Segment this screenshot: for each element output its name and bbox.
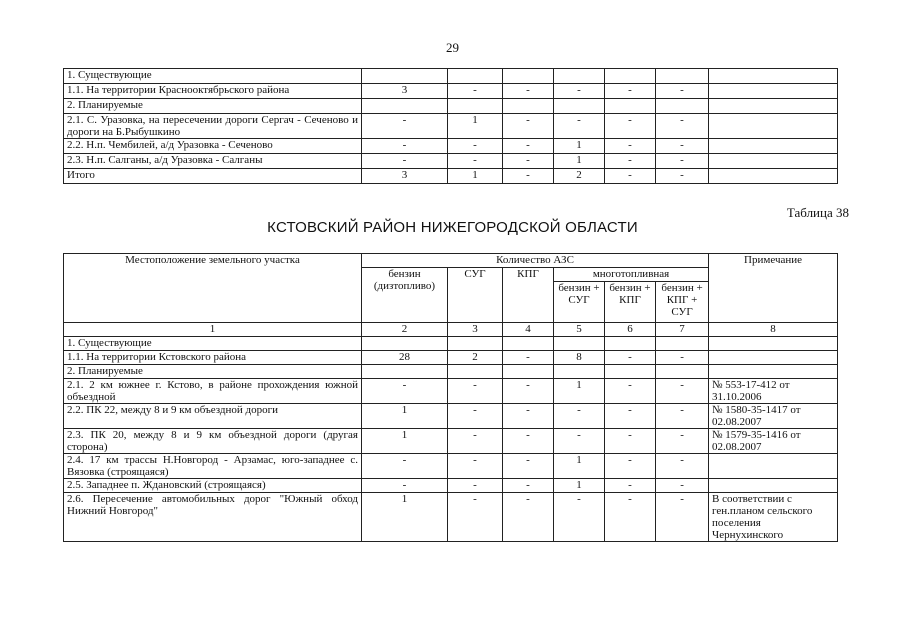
station-count-cell: -: [362, 154, 448, 169]
station-count-cell: [362, 365, 448, 379]
row-label: 2.3. Н.п. Салганы, а/д Уразовка - Салганы: [64, 154, 362, 169]
station-count-cell: -: [605, 351, 656, 365]
header-sug: СУГ: [448, 268, 503, 323]
station-count-cell: -: [656, 154, 709, 169]
row-label: 2.3. ПК 20, между 8 и 9 км объездной дороги (другая сторона): [64, 429, 362, 454]
column-number: 7: [656, 323, 709, 337]
table-row: [64, 99, 838, 114]
station-count-cell: [554, 99, 605, 114]
station-count-cell: -: [605, 114, 656, 139]
station-count-cell: [605, 69, 656, 84]
row-label: 1. Существующие: [64, 69, 362, 84]
station-count-cell: [656, 69, 709, 84]
station-count-cell: -: [448, 479, 503, 493]
table-label: Таблица 38: [786, 205, 849, 220]
station-count-cell: -: [448, 379, 503, 404]
station-count-cell: [656, 99, 709, 114]
station-count-cell: -: [656, 454, 709, 479]
table-row: [64, 379, 838, 404]
station-count-cell: [503, 365, 554, 379]
station-count-cell: [503, 99, 554, 114]
row-label: 2. Планируемые: [64, 99, 362, 114]
table-2: [63, 253, 838, 542]
note-cell: [709, 337, 838, 351]
station-count-cell: -: [656, 479, 709, 493]
table-row: [64, 154, 838, 169]
note-cell: [709, 99, 838, 114]
note-cell: № 1579-35-1416 от 02.08.2007: [709, 429, 838, 454]
column-number: 5: [554, 323, 605, 337]
note-cell: [709, 84, 838, 99]
station-count-cell: 1: [362, 493, 448, 542]
station-count-cell: -: [656, 114, 709, 139]
table-row: [64, 429, 838, 454]
station-count-cell: [503, 69, 554, 84]
station-count-cell: 1: [362, 429, 448, 454]
station-count-cell: -: [656, 84, 709, 99]
station-count-cell: 28: [362, 351, 448, 365]
page-number: 29: [446, 40, 459, 55]
station-count-cell: -: [362, 114, 448, 139]
note-cell: [709, 479, 838, 493]
table-row: [64, 337, 838, 351]
header-kpg: КПГ: [503, 268, 554, 323]
station-count-cell: [605, 337, 656, 351]
section-title: КСТОВСКИЙ РАЙОН НИЖЕГОРОДСКОЙ ОБЛАСТИ: [267, 219, 638, 236]
note-cell: [709, 169, 838, 184]
station-count-cell: -: [448, 493, 503, 542]
station-count-cell: -: [362, 379, 448, 404]
row-label: 2.5. Западнее п. Ждановский (строящаяся): [64, 479, 362, 493]
station-count-cell: [448, 99, 503, 114]
station-count-cell: 1: [554, 479, 605, 493]
station-count-cell: -: [554, 493, 605, 542]
station-count-cell: -: [503, 114, 554, 139]
station-count-cell: [656, 365, 709, 379]
row-label: Итого: [64, 169, 362, 184]
note-cell: В соответствии с ген.планом сельского поселения Чернухинского: [709, 493, 838, 542]
station-count-cell: -: [448, 404, 503, 429]
row-label: 2.2. ПК 22, между 8 и 9 км объездной дороги: [64, 404, 362, 429]
row-label: 2.1. 2 км южнее г. Кстово, в районе прохождения южной объездной: [64, 379, 362, 404]
note-cell: № 553-17-412 от 31.10.2006: [709, 379, 838, 404]
table-row: [64, 479, 838, 493]
header-location: Местоположение земельного участка: [64, 254, 362, 323]
station-count-cell: -: [656, 429, 709, 454]
station-count-cell: [448, 69, 503, 84]
table-row: [64, 139, 838, 154]
station-count-cell: 1: [448, 169, 503, 184]
table-row: [64, 84, 838, 99]
station-count-cell: [362, 99, 448, 114]
station-count-cell: 1: [448, 114, 503, 139]
station-count-cell: [605, 365, 656, 379]
table-row: [64, 114, 838, 139]
station-count-cell: -: [656, 379, 709, 404]
header-count: Количество АЗС: [362, 254, 709, 268]
station-count-cell: 1: [554, 454, 605, 479]
station-count-cell: -: [448, 139, 503, 154]
header-petrol-kpg-sug: бензин + КПГ + СУГ: [656, 282, 709, 323]
station-count-cell: [448, 337, 503, 351]
header-petrol-sug: бензин + СУГ: [554, 282, 605, 323]
station-count-cell: -: [656, 351, 709, 365]
station-count-cell: -: [362, 454, 448, 479]
station-count-cell: -: [362, 479, 448, 493]
table-row: [64, 404, 838, 429]
station-count-cell: -: [656, 169, 709, 184]
station-count-cell: -: [605, 169, 656, 184]
station-count-cell: -: [448, 429, 503, 454]
station-count-cell: -: [503, 493, 554, 542]
station-count-cell: [362, 69, 448, 84]
note-cell: [709, 114, 838, 139]
row-label: 2.1. С. Уразовка, на пересечении дороги Сергач - Сеченово и дороги на Б.Рыбушкино: [64, 114, 362, 139]
station-count-cell: -: [605, 493, 656, 542]
station-count-cell: 1: [554, 139, 605, 154]
station-count-cell: 2: [448, 351, 503, 365]
station-count-cell: -: [503, 479, 554, 493]
station-count-cell: -: [554, 429, 605, 454]
note-cell: [709, 454, 838, 479]
header-petrol-kpg: бензин + КПГ: [605, 282, 656, 323]
note-cell: [709, 154, 838, 169]
station-count-cell: [656, 337, 709, 351]
station-count-cell: -: [503, 169, 554, 184]
station-count-cell: [503, 337, 554, 351]
station-count-cell: -: [605, 154, 656, 169]
column-number: 4: [503, 323, 554, 337]
station-count-cell: -: [656, 404, 709, 429]
station-count-cell: [362, 337, 448, 351]
station-count-cell: -: [503, 454, 554, 479]
station-count-cell: [554, 69, 605, 84]
station-count-cell: -: [503, 154, 554, 169]
note-cell: № 1580-35-1417 от 02.08.2007: [709, 404, 838, 429]
header-petrol: бензин (дизтопливо): [362, 268, 448, 323]
row-label: 1.1. На территории Краснооктябрьского района: [64, 84, 362, 99]
row-label: 1.1. На территории Кстовского района: [64, 351, 362, 365]
row-label: 2. Планируемые: [64, 365, 362, 379]
header-multifuel: многотопливная: [554, 268, 709, 282]
table-row: [64, 493, 838, 542]
station-count-cell: -: [605, 84, 656, 99]
station-count-cell: -: [503, 404, 554, 429]
station-count-cell: -: [605, 139, 656, 154]
station-count-cell: -: [554, 404, 605, 429]
column-number: 1: [64, 323, 362, 337]
note-cell: [709, 351, 838, 365]
station-count-cell: -: [605, 404, 656, 429]
station-count-cell: 3: [362, 84, 448, 99]
table-row: [64, 351, 838, 365]
row-label: 2.2. Н.п. Чембилей, а/д Уразовка - Сеченово: [64, 139, 362, 154]
row-label: 1. Существующие: [64, 337, 362, 351]
station-count-cell: -: [554, 84, 605, 99]
station-count-cell: -: [605, 479, 656, 493]
table-row: [64, 365, 838, 379]
station-count-cell: -: [605, 454, 656, 479]
note-cell: [709, 365, 838, 379]
station-count-cell: -: [656, 493, 709, 542]
station-count-cell: -: [503, 84, 554, 99]
station-count-cell: -: [448, 454, 503, 479]
column-number: 6: [605, 323, 656, 337]
station-count-cell: -: [503, 351, 554, 365]
column-number: 8: [709, 323, 838, 337]
station-count-cell: [448, 365, 503, 379]
table-row: [64, 69, 838, 84]
station-count-cell: 1: [554, 379, 605, 404]
header-note: Примечание: [709, 254, 838, 323]
station-count-cell: [554, 337, 605, 351]
station-count-cell: [554, 365, 605, 379]
station-count-cell: -: [605, 379, 656, 404]
station-count-cell: -: [503, 139, 554, 154]
station-count-cell: -: [362, 139, 448, 154]
station-count-cell: -: [503, 429, 554, 454]
station-count-cell: 1: [362, 404, 448, 429]
station-count-cell: 2: [554, 169, 605, 184]
table-row: [64, 169, 838, 184]
station-count-cell: -: [554, 114, 605, 139]
note-cell: [709, 69, 838, 84]
table-row: [64, 454, 838, 479]
row-label: 2.6. Пересечение автомобильных дорог "Южный обход Нижний Новгород": [64, 493, 362, 542]
station-count-cell: -: [448, 84, 503, 99]
column-number: 3: [448, 323, 503, 337]
station-count-cell: -: [605, 429, 656, 454]
station-count-cell: 1: [554, 154, 605, 169]
station-count-cell: -: [503, 379, 554, 404]
station-count-cell: -: [448, 154, 503, 169]
table-1: [63, 68, 838, 184]
column-number: 2: [362, 323, 448, 337]
station-count-cell: [605, 99, 656, 114]
station-count-cell: -: [656, 139, 709, 154]
row-label: 2.4. 17 км трассы Н.Новгород - Арзамас, юго-западнее с. Вязовка (строящаяся): [64, 454, 362, 479]
note-cell: [709, 139, 838, 154]
station-count-cell: 8: [554, 351, 605, 365]
station-count-cell: 3: [362, 169, 448, 184]
